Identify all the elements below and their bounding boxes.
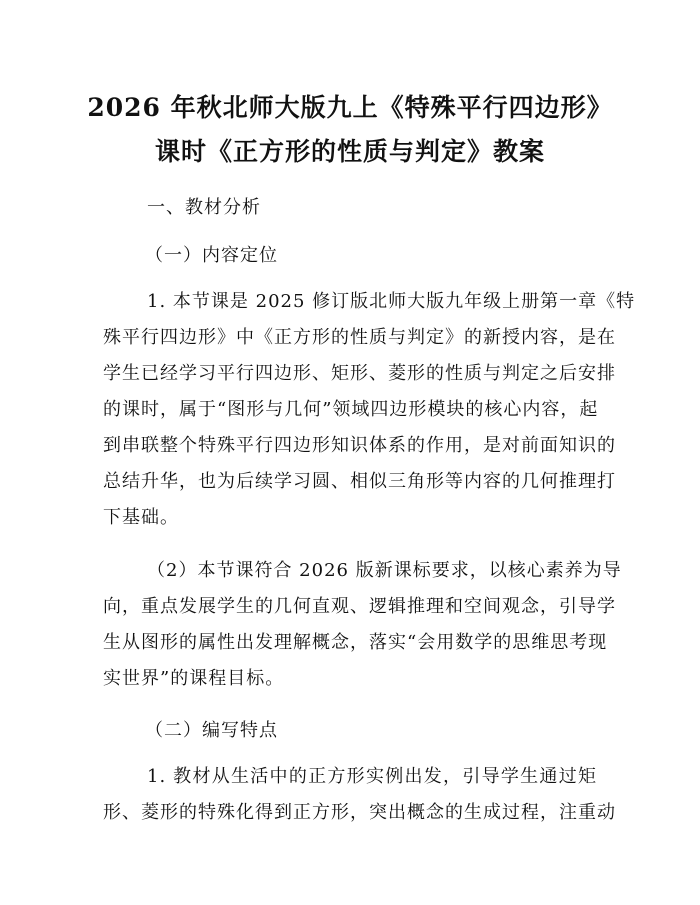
paragraph-line: 形、菱形的特殊化得到正方形，突出概念的生成过程，注重动 bbox=[103, 802, 616, 823]
section-heading: 一、教材分析 bbox=[147, 197, 261, 218]
paragraph-line: 总结升华，也为后续学习圆、相似三角形等内容的几何推理打 bbox=[103, 471, 616, 492]
subsection-heading-content-positioning: （一）内容定位 bbox=[145, 245, 278, 266]
paragraph-line: （2）本节课符合 2026 版新课标要求，以核心素养为导 bbox=[147, 560, 622, 581]
paragraph-line-last: 下基础。 bbox=[103, 507, 179, 528]
subsection-heading-writing-features: （二）编写特点 bbox=[145, 720, 278, 741]
paragraph-line: 学生已经学习平行四边形、矩形、菱形的性质与判定之后安排 bbox=[103, 363, 616, 384]
paragraph-line: 向，重点发展学生的几何直观、逻辑推理和空间观念，引导学 bbox=[103, 596, 616, 617]
paragraph-line: 1. 本节课是 2025 修订版北师大版九年级上册第一章《特 bbox=[147, 291, 636, 312]
paragraph-line: 到串联整个特殊平行四边形知识体系的作用，是对前面知识的 bbox=[103, 435, 616, 456]
document-title-line-1: 2026 年秋北师大版九上《特殊平行四边形》 bbox=[87, 93, 613, 122]
paragraph-line-last: 实世界”的课程目标。 bbox=[103, 668, 285, 689]
paragraph-line: 的课时，属于“图形与几何”领域四边形模块的核心内容，起 bbox=[103, 399, 599, 420]
paragraph-line: 1. 教材从生活中的正方形实例出发，引导学生通过矩 bbox=[147, 766, 597, 787]
paragraph-line: 生从图形的属性出发理解概念，落实“会用数学的思维思考现 bbox=[103, 632, 608, 653]
document-title-line-2: 课时《正方形的性质与判定》教案 bbox=[154, 137, 545, 166]
paragraph-line: 殊平行四边形》中《正方形的性质与判定》的新授内容，是在 bbox=[103, 327, 616, 348]
